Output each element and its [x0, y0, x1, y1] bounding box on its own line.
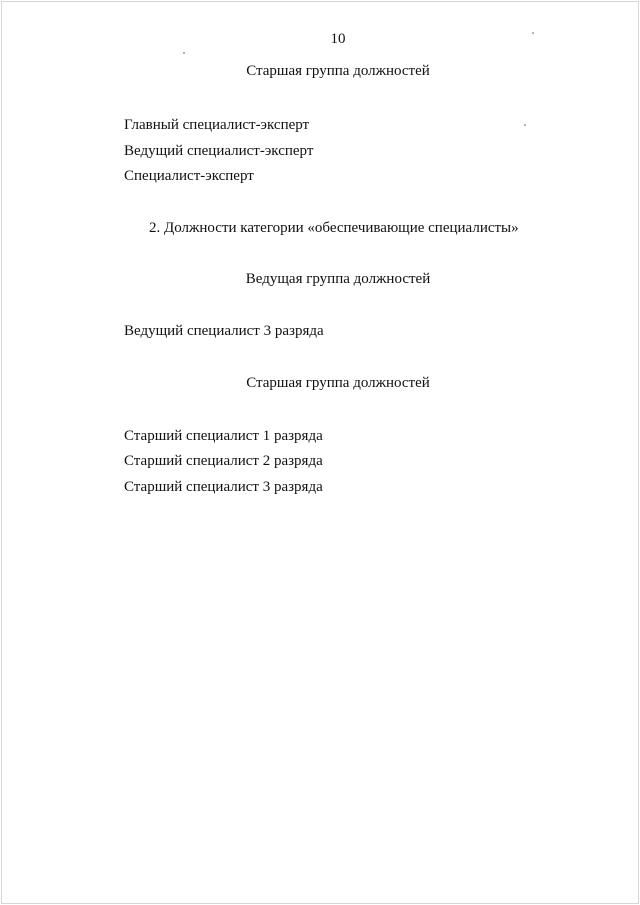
scan-speck	[183, 52, 185, 54]
page-number: 10	[330, 31, 346, 47]
position-senior-specialist-grade-3: Старший специалист 3 разряда	[124, 479, 323, 495]
heading-senior-group: Старшая группа должностей	[246, 63, 430, 79]
position-leading-specialist-expert: Ведущий специалист-эксперт	[124, 143, 314, 159]
position-senior-specialist-grade-2: Старший специалист 2 разряда	[124, 453, 323, 469]
heading-senior-group-2: Старшая группа должностей	[246, 375, 430, 391]
position-senior-specialist-grade-1: Старший специалист 1 разряда	[124, 428, 323, 444]
scan-speck	[524, 124, 526, 126]
scan-speck	[532, 32, 534, 34]
position-specialist-expert: Специалист-эксперт	[124, 168, 254, 184]
position-leading-specialist-grade-3: Ведущий специалист 3 разряда	[124, 323, 324, 339]
heading-leading-group: Ведущая группа должностей	[245, 271, 431, 287]
section-2-title: 2. Должности категории «обеспечивающие специалисты»	[149, 220, 519, 236]
position-chief-specialist-expert: Главный специалист-эксперт	[124, 117, 310, 133]
